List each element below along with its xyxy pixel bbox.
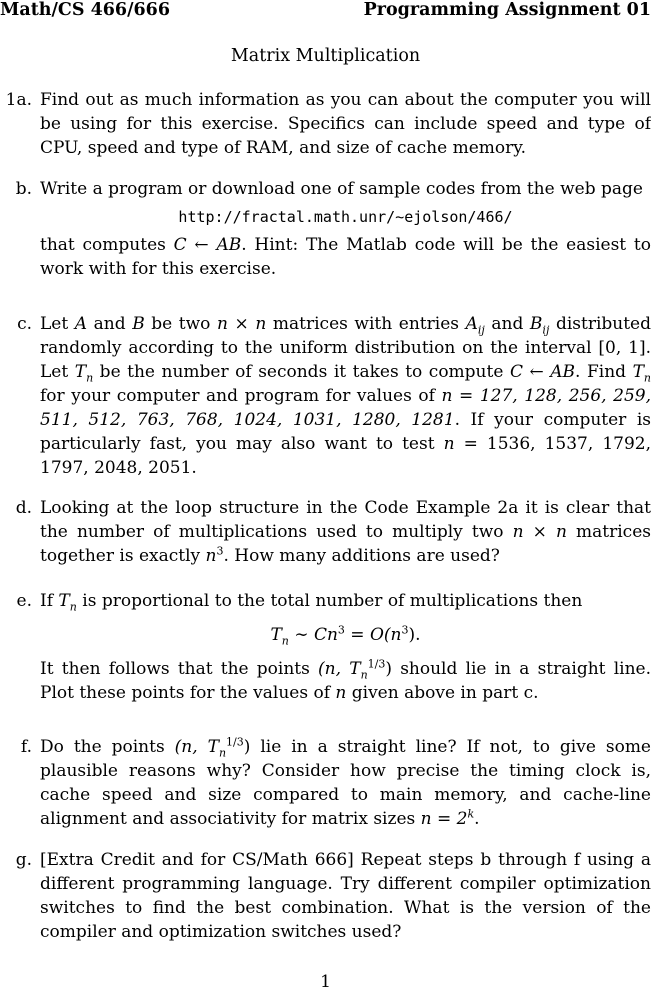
item-text: Let A and B be two n × n matrices with entries $A_{ij}$ and $B_{ij}$ distributed randomly according to the uniform distribution on the interval [0, 1]. Let $T_n$ be the number of seconds it takes to compute C ← AB. Find $T_n$ for your computer and program for values of n = 127, 128, 256, 259, 511, 512, 763, 768, 1024, 1031, 1280, 1281. If your computer is particularly fast, you may also want to test n = 1536, 1537, 1792, 1797, 2048, 2051. [40, 314, 651, 478]
item-label: g. [15, 850, 32, 870]
course-code: Math/CS 466/666 [0, 0, 171, 20]
page-header [0, 0, 651, 24]
item-text: Find out as much information as you can about the computer you will be using for this exercise. Specifics can include speed and type of CPU, speed and type of RAM, and size of cache memory. [40, 90, 651, 158]
formula: C ← AB [173, 235, 242, 255]
assignment-title: Programming Assignment 01 [363, 0, 651, 20]
item-label: d. [15, 498, 32, 518]
item-text: [Extra Credit and for CS/Math 666] Repeat steps b through f using a different programming language. Try different compiler optimization switches to find the best combination. What is the version of the compiler and optimization switches used? [40, 850, 651, 942]
item-label: c. [17, 314, 32, 334]
item-label: e. [16, 591, 32, 611]
item-label: b. [15, 179, 32, 199]
document-title: Matrix Multiplication [230, 46, 421, 66]
item-label: f. [20, 737, 32, 757]
item-text: If $T_n$ is proportional to the total number of multiplications then $T_n$ ∼ $Cn^3 = O(n^3)$. It then follows that the points (n, $T_n^{1/3}$) should lie in a straight line. Plot these points for the values of n given above in part c. [40, 591, 651, 703]
page-number: 1 [320, 972, 331, 992]
item-text: Write a program or download one of sample codes from the web page http://fractal.math.unr/∼ejolson/466/ that computes C ← AB. Hint: The Matlab code will be the easiest to work with for this exercise. [40, 179, 651, 279]
equation: $T_n$ ∼ $Cn^3 = O(n^3)$. [270, 623, 421, 648]
item-text: Looking at the loop structure in the Code Example 2a it is clear that the number of multiplications used to multiply two n × n matrices together is exactly $n^3$. How many additions are used? [40, 498, 651, 566]
item-label: 1a. [5, 90, 32, 110]
item-text: Do the points (n, $T_n^{1/3}$) lie in a straight line? If not, to give some plausible reasons why? Consider how precise the timing clock is, cache speed and size compared to main memory, and cache-line alignment and associativity for matrix sizes $n = 2^k$. [40, 735, 651, 829]
code-url: http://fractal.math.unr/∼ejolson/466/ [178, 208, 513, 226]
